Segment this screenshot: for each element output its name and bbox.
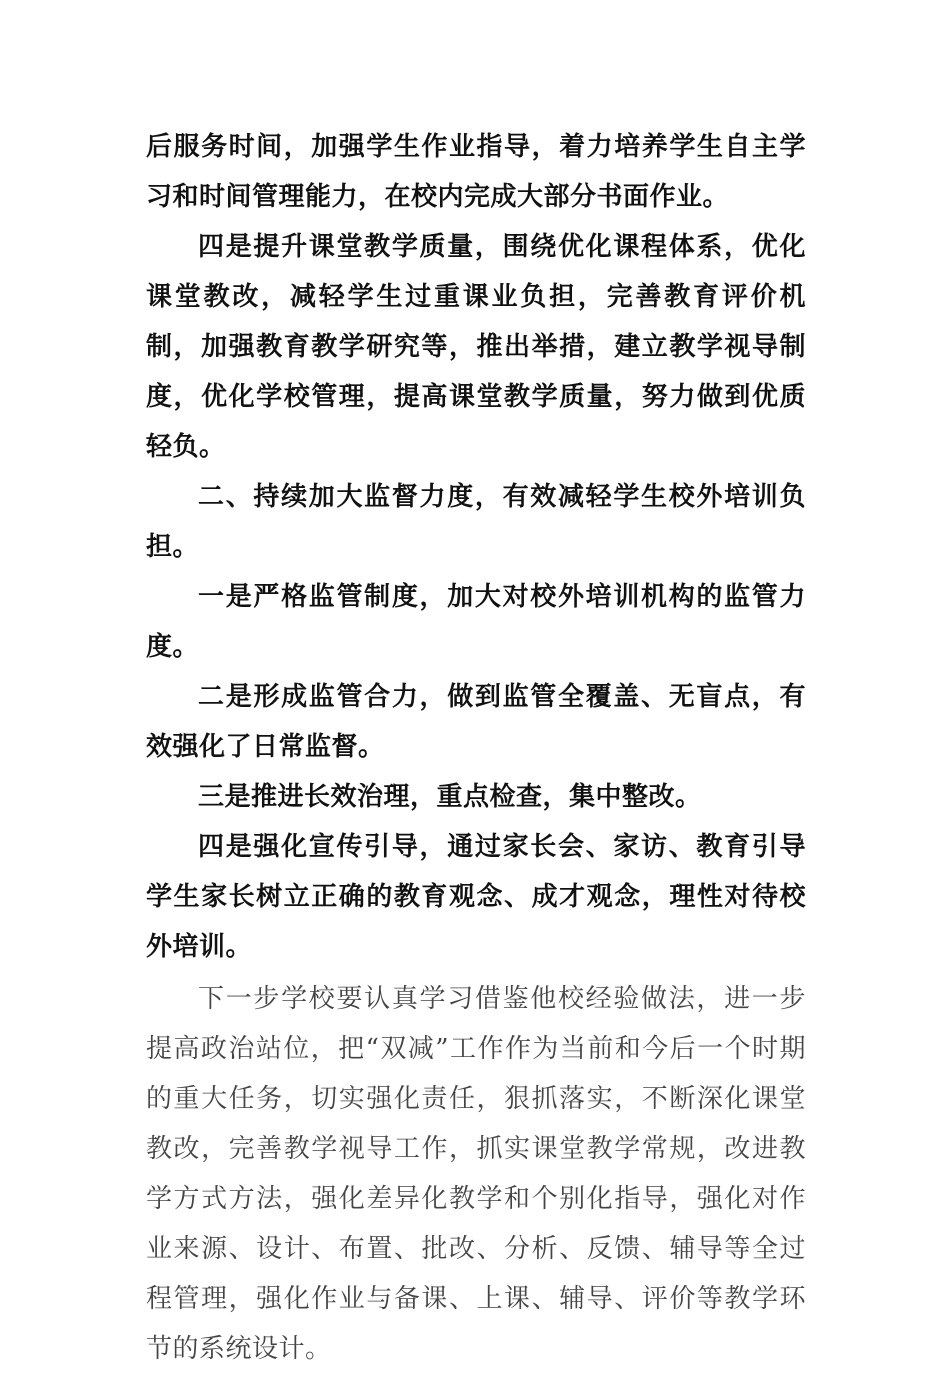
paragraph-strict-supervision: 一是严格监管制度，加大对校外培训机构的监管力度。 (146, 582, 806, 662)
paragraph-classroom-quality: 四是提升课堂教学质量，围绕优化课程体系，优化课堂教改，减轻学生过重课业负担，完善教育评价机制，加强教育教学研究等，推出举措，建立教学视导制度，优化学校管理，提高课堂教学质量，努力做到优质轻负。 (146, 232, 806, 462)
paragraph-joint-supervision: 二是形成监管合力，做到监管全覆盖、无盲点，有效强化了日常监督。 (146, 682, 806, 762)
paragraph-after-school-service: 后服务时间，加强学生作业指导，着力培养学生自主学习和时间管理能力，在校内完成大部分书面作业。 (146, 132, 806, 212)
paragraph-publicity-guidance: 四是强化宣传引导，通过家长会、家访、教育引导学生家长树立正确的教育观念、成才观念，理性对待校外培训。 (146, 832, 806, 962)
paragraph-next-steps: 下一步学校要认真学习借鉴他校经验做法，进一步提高政治站位，把“双减”工作作为当前和今后一个时期的重大任务，切实强化责任，狠抓落实，不断深化课堂教改，完善教学视导工作，抓实课堂教学常规，改进教学方式方法，强化差异化教学和个别化指导，强化对作业来源、设计、布置、批改、分析、反馈、辅导等全过程管理，强化作业与备课、上课、辅导、评价等教学环节的系统设计。 (146, 984, 806, 1364)
section-heading-supervision: 二、持续加大监督力度，有效减轻学生校外培训负担。 (146, 482, 806, 562)
document-page (146, 122, 806, 1374)
paragraph-long-term-governance: 三是推进长效治理，重点检查，集中整改。 (198, 782, 702, 812)
